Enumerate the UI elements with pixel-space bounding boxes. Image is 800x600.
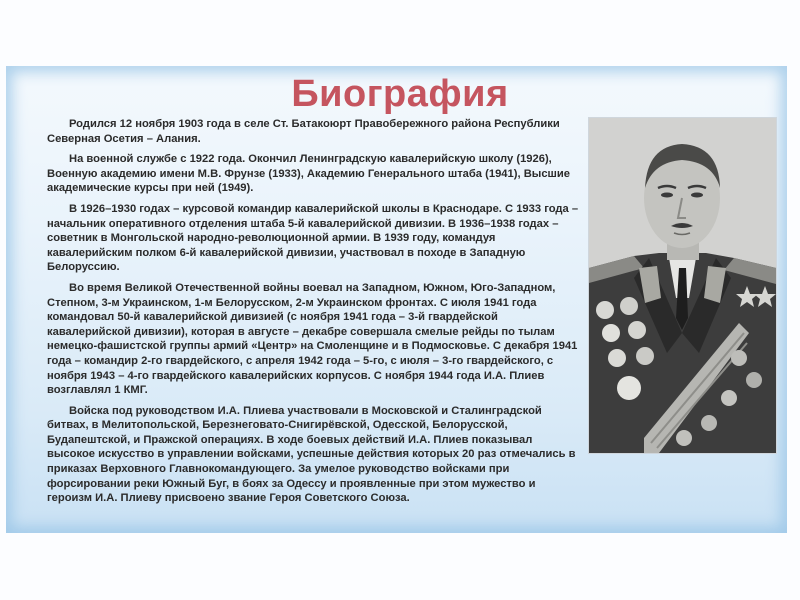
- portrait-photo-icon: [589, 118, 776, 453]
- portrait-photo: [588, 117, 777, 454]
- paragraph-hero-award: Войска под руководством И.А. Плиева участвовали в Московской и Сталинградской битвах, в Мелитопольской, Березнеговато-Снигирёвской, Одесской, Белорусской, Будапештской, и Пражской операциях. В ходе боевых действий И.А. Плиев показывал высокое искусство в управлении войсками, успешные действия которых 20 раз отмечались в приказах Верховного Главнокомандующего. За умелое руководство войсками при форсировании реки Южный Буг, в боях за Одессу и проявленные при этом мужество и героизм И.А. Плиеву присвоено звание Героя Советского Союза.: [47, 404, 576, 505]
- paragraph-birth: Родился 12 ноября 1903 года в селе Ст. Батакоюрт Правобережного района Республики Северная Осетия – Алания.: [47, 118, 560, 145]
- paragraph-war-service: Во время Великой Отечественной войны воевал на Западном, Южном, Юго-Западном, Степном, 3-м Украинском, 1-м Белорусском, 2-м Украинском фронтах. С июля 1941 года командовал 50-й кавалерийской дивизией (с ноября 1941 года – 3-й гвардейской кавалерийской дивизии), которая в августе – декабре совершала смелые рейды по тылам немецко-фашистской группы армий «Центр» на Смоленщине и в Подмосковье. С декабря 1941 года – командир 2-го гвардейского, с апреля 1942 года – 5-го, с июля – 3-го гвардейского, с ноября 1943 – 4-го гвардейского кавалерийских корпусов. С ноября 1944 года И.А. Плиев возглавлял 1 КМГ.: [47, 281, 578, 397]
- page-title: Биография: [291, 73, 509, 115]
- biography-text: [47, 117, 580, 512]
- paragraph-education: На военной службе с 1922 года. Окончил Ленинградскую кавалерийскую школу (1926), Военную академию имени М.В. Фрунзе (1933), Академию Генерального штаба (1941), Высшие академические курсы при ней (1949).: [47, 153, 570, 195]
- paragraph-prewar-service: В 1926–1930 годах – курсовой командир кавалерийской школы в Краснодаре. С 1933 года – начальник оперативного отделения штаба 5-й кавалерийской дивизии. В 1936–1938 годах – советник в Монгольской народно-революционной армии. В 1939 году, командуя кавалерийским полком 6-й кавалерийской дивизии, участвовал в походе в Западную Белоруссию.: [47, 202, 579, 274]
